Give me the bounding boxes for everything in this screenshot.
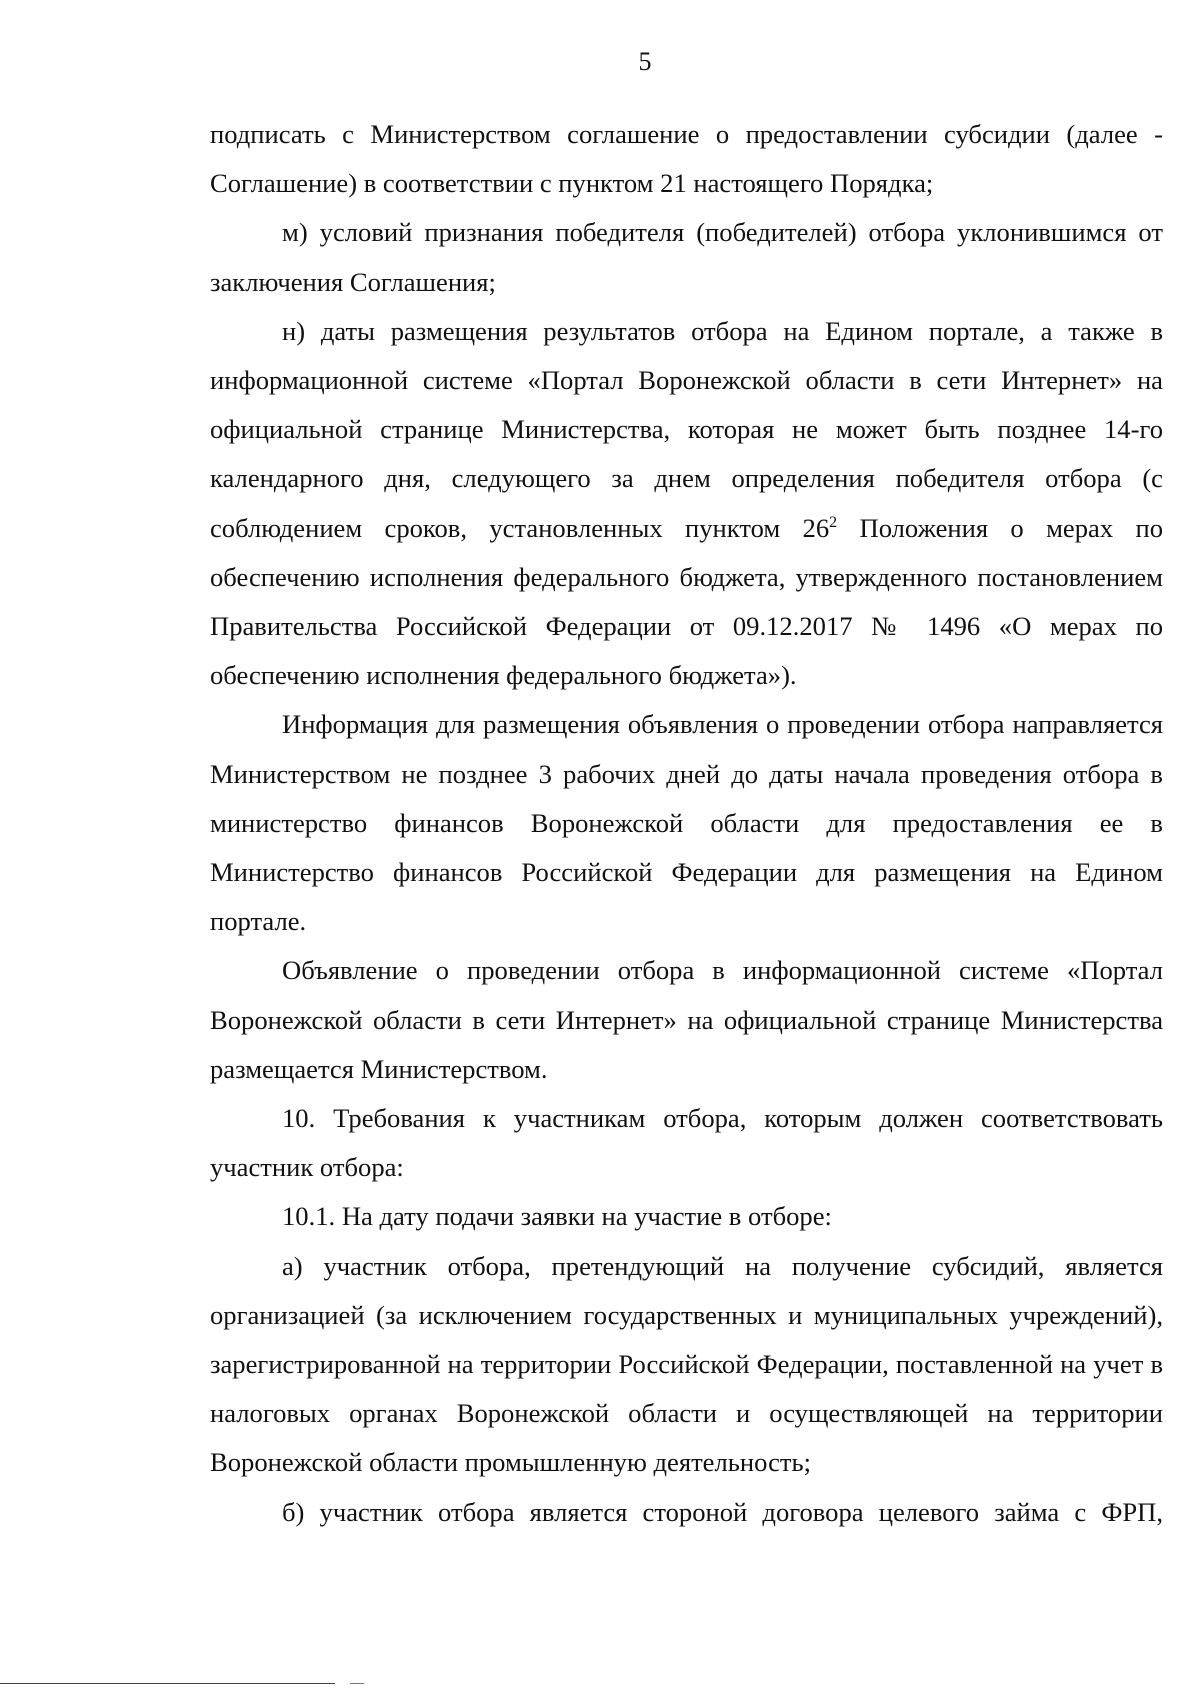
scan-edge-mark	[350, 1683, 364, 1684]
paragraph-item-b: б) участник отбора является стороной договора целевого займа с ФРП,	[282, 1496, 1163, 1527]
superscript-index: 2	[829, 513, 838, 531]
page-number: 5	[638, 47, 652, 76]
paragraph-item-n-text-end: Положения о мерах по обеспечению исполнения федерального бюджета, утвержденного постановлением Правительства Российской Федерации от 09.12.2017 № 1496 «О мерах по обеспечению исполнения федерального бюджета»).	[210, 512, 1163, 691]
paragraph-item-n	[210, 307, 1163, 701]
paragraph-announcement: Объявление о проведении отбора в информационной системе «Портал Воронежской области в сети Интернет» на официальной странице Министерства размещается Министерством.	[210, 955, 1163, 1084]
scan-edge-line	[0, 1683, 335, 1684]
document-body	[210, 110, 1163, 1537]
paragraph-requirements-10: 10. Требования к участникам отбора, которым должен соответствовать участник отбора:	[210, 1103, 1163, 1183]
paragraph-signing-agreement: подписать с Министерством соглашение о предоставлении субсидии (далее - Соглашение) в соответствии с пунктом 21 настоящего Порядка;	[210, 119, 1163, 199]
paragraph-item-a: а) участник отбора, претендующий на получение субсидий, является организацией (за исключением государственных и муниципальных учреждений), зарегистрированной на территории Российской Федерации, поставленной на учет в налоговых органах Воронежской области и осуществляющей на территории Воронежской области промышленную деятельность;	[210, 1250, 1163, 1478]
paragraph-item-n-text-start: н) даты размещения результатов отбора на Едином портале, а также в информационной системе «Портал Воронежской области в сети Интернет» на официальной странице Министерства, которая не может быть позднее 14-го календарного дня, следующего за днем определения победителя отбора (с соблюдением сроков, установленных пунктом 26	[210, 315, 1163, 543]
paragraph-requirements-10-1: 10.1. На дату подачи заявки на участие в отборе:	[282, 1201, 832, 1232]
paragraph-item-m: м) условий признания победителя (победителей) отбора уклонившимся от заключения Соглашения;	[210, 217, 1163, 297]
paragraph-information-sending: Информация для размещения объявления о проведении отбора направляется Министерством не позднее 3 рабочих дней до даты начала проведения отбора в министерство финансов Воронежской области для предоставления ее в Министерство финансов Российской Федерации для размещения на Едином портале.	[210, 709, 1163, 937]
